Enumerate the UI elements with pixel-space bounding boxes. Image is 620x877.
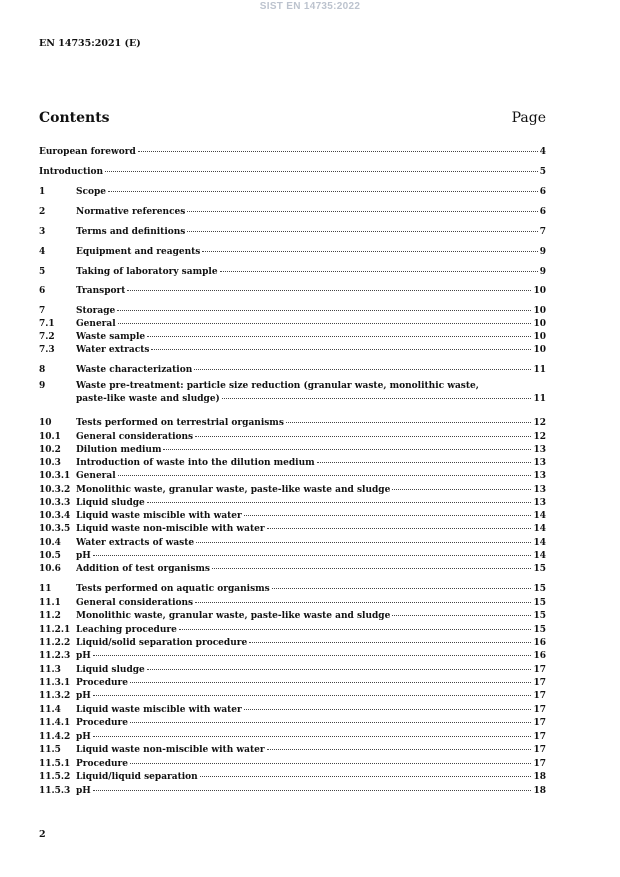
toc-entry-number: 11.2 [39,611,61,621]
toc-entry-title: Monolithic waste, granular waste, paste-like waste and sludge [76,611,391,621]
toc-entry-title: Procedure [76,759,129,769]
toc-entry[interactable] [39,344,546,356]
contents-header [39,110,546,130]
toc-entry[interactable] [39,563,546,575]
toc-entry-number: 10.2 [39,445,61,455]
toc-entry-page: 10 [533,319,546,329]
toc-dot-leader [163,449,531,450]
toc-entry[interactable] [39,610,546,622]
toc-entry-title: Liquid waste non-miscible with water [76,745,265,755]
toc-entry-number: 11.3 [39,665,61,675]
toc-entry-number: 11.5 [39,745,61,755]
toc-dot-leader [93,736,532,737]
toc-entry-title: Monolithic waste, granular waste, paste-like waste and sludge [76,485,391,495]
toc-dot-leader [392,615,531,616]
toc-dot-leader [249,642,531,643]
toc-entry-page: 18 [533,772,546,782]
document-id: EN 14735:2021 (E) [39,38,141,49]
toc-entry[interactable] [39,677,546,689]
toc-entry[interactable] [39,637,546,649]
toc-dot-leader [196,542,531,543]
toc-entry-title: Water extracts [76,345,150,355]
toc-entry-page: 17 [533,665,546,675]
toc-entry[interactable] [39,550,546,562]
toc-entry-title: pH [76,651,91,661]
toc-entry[interactable] [39,186,546,198]
toc-dot-leader [267,528,532,529]
toc-dot-leader [138,151,538,152]
toc-entry-number: 11.3.1 [39,678,71,688]
toc-dot-leader [179,629,532,630]
toc-entry-number: 11.2.2 [39,638,71,648]
toc-entry[interactable] [39,785,546,797]
toc-entry-page: 9 [539,267,546,277]
toc-dot-leader [194,369,531,370]
toc-entry-title: Liquid sludge [76,665,145,675]
toc-entry-number: 9 [39,381,46,391]
toc-entry-page: 17 [533,718,546,728]
toc-entry-page: 17 [533,678,546,688]
toc-entry-page: 10 [533,306,546,316]
toc-entry-title: Liquid/solid separation procedure [76,638,248,648]
toc-entry[interactable] [39,166,546,178]
toc-entry-number: 11.5.1 [39,759,71,769]
toc-entry-title: pH [76,732,91,742]
toc-entry-title: Storage [76,306,116,316]
toc-entry-number: 7 [39,306,46,316]
toc-entry-title: General [76,319,116,329]
toc-entry-title: Terms and definitions [76,227,186,237]
toc-dot-leader [117,310,531,311]
toc-entry-title: Dilution medium [76,445,162,455]
toc-entry-page: 12 [533,432,546,442]
toc-entry-number: 1 [39,187,46,197]
page-column-label: Page [511,110,546,126]
toc-entry-title-line1: Waste pre-treatment: particle size reduction (granular waste, monolithic waste, [76,381,479,391]
toc-dot-leader [392,489,531,490]
toc-entry-title: European foreword [39,147,136,157]
toc-entry-page: 13 [533,471,546,481]
toc-entry-title: Waste characterization [76,365,193,375]
toc-entry[interactable] [39,226,546,238]
toc-dot-leader [267,749,532,750]
toc-entry-page: 17 [533,691,546,701]
toc-entry-number: 4 [39,247,46,257]
toc-entry[interactable] [39,597,546,609]
toc-entry-page: 15 [533,598,546,608]
toc-entry-number: 2 [39,207,46,217]
toc-entry-number: 10.1 [39,432,61,442]
toc-entry-title: General considerations [76,598,194,608]
toc-dot-leader [118,475,532,476]
toc-dot-leader [244,515,532,516]
toc-entry-title: Liquid waste miscible with water [76,511,242,521]
toc-entry-page: 10 [533,332,546,342]
toc-entry[interactable] [39,650,546,662]
toc-entry[interactable] [39,331,546,343]
toc-entry-title: Introduction [39,167,104,177]
toc-entry-title: Equipment and reagents [76,247,201,257]
toc-entry[interactable] [39,690,546,702]
toc-dot-leader [130,722,531,723]
toc-entry-page: 15 [533,625,546,635]
toc-entry-page: 18 [533,786,546,796]
toc-entry-page: 16 [533,638,546,648]
toc-dot-leader [151,349,531,350]
toc-entry-title: General considerations [76,432,194,442]
toc-entry[interactable] [39,717,546,729]
toc-entry-number: 11.2.1 [39,625,71,635]
toc-dot-leader [187,231,537,232]
toc-dot-leader [220,271,538,272]
toc-entry-number-row [39,380,546,392]
toc-dot-leader [244,709,532,710]
toc-entry[interactable] [39,704,546,716]
toc-entry-title: Transport [76,286,126,296]
toc-entry-title: pH [76,691,91,701]
toc-entry-number: 3 [39,227,46,237]
toc-entry-page: 17 [533,745,546,755]
toc-entry[interactable] [39,583,546,595]
toc-entry[interactable] [39,497,546,509]
toc-dot-leader [147,669,532,670]
toc-entry[interactable] [39,731,546,743]
contents-title: Contents [39,110,110,126]
toc-entry-page: 17 [533,732,546,742]
toc-entry-number: 7.3 [39,345,55,355]
toc-entry-number: 11.5.3 [39,786,71,796]
toc-dot-leader [118,323,532,324]
toc-dot-leader [105,171,538,172]
toc-entry-page: 10 [533,286,546,296]
toc-entry[interactable] [39,624,546,636]
toc-entry-number: 5 [39,267,46,277]
toc-entry-number: 7.1 [39,319,55,329]
toc-dot-leader [222,398,532,399]
toc-dot-leader [93,555,532,556]
toc-entry-page: 14 [533,538,546,548]
toc-entry[interactable] [39,146,546,158]
toc-entry[interactable] [39,431,546,443]
toc-entry-page: 7 [539,227,546,237]
toc-dot-leader [127,290,531,291]
toc-entry[interactable] [39,305,546,317]
toc-dot-leader [147,502,532,503]
toc-dot-leader [195,436,531,437]
toc-entry-title: Scope [76,187,107,197]
toc-entry-title: Introduction of waste into the dilution medium [76,458,315,468]
toc-entry-page: 6 [539,187,546,197]
toc-entry[interactable] [39,510,546,522]
toc-entry-number: 10.3.3 [39,498,71,508]
toc-entry-number: 8 [39,365,46,375]
toc-entry[interactable] [39,523,546,535]
toc-entry-title: Waste sample [76,332,146,342]
toc-dot-leader [93,695,532,696]
toc-entry-page: 14 [533,511,546,521]
toc-dot-leader [272,588,532,589]
toc-entry-page: 5 [539,167,546,177]
toc-dot-leader [212,568,531,569]
toc-entry[interactable] [39,537,546,549]
toc-entry[interactable] [39,393,546,405]
toc-entry[interactable] [39,664,546,676]
toc-entry-number: 11.3.2 [39,691,71,701]
toc-entry-page: 14 [533,524,546,534]
toc-entry-page: 4 [539,147,546,157]
toc-entry-title: Water extracts of waste [76,538,195,548]
toc-entry-title: paste-like waste and sludge) [76,394,220,404]
toc-entry-number: 11.1 [39,598,61,608]
toc-entry[interactable] [39,744,546,756]
toc-entry-number: 11.4 [39,705,61,715]
toc-entry-title: Addition of test organisms [76,564,210,574]
toc-entry-title: Liquid waste miscible with water [76,705,242,715]
toc-entry-page: 13 [533,458,546,468]
toc-entry-number: 11.2.3 [39,651,71,661]
toc-dot-leader [130,682,531,683]
toc-entry-page: 15 [533,564,546,574]
watermark: SIST EN 14735:2022 [259,1,361,12]
page-number: 2 [39,829,46,840]
toc-entry-number: 11.4.1 [39,718,71,728]
toc-dot-leader [108,191,538,192]
toc-entry-title: Procedure [76,678,129,688]
toc-entry[interactable] [39,457,546,469]
toc-entry-number: 7.2 [39,332,55,342]
toc-entry-title: Liquid sludge [76,498,145,508]
toc-entry[interactable] [39,470,546,482]
toc-entry-page: 10 [533,345,546,355]
toc-entry[interactable] [39,417,546,429]
toc-entry-page: 13 [533,485,546,495]
toc-entry-number: 10.3.2 [39,485,71,495]
toc-dot-leader [202,251,537,252]
toc-entry-number: 11 [39,584,52,594]
toc-dot-leader [317,462,532,463]
toc-entry-title: pH [76,551,91,561]
toc-entry-title: General [76,471,116,481]
toc-entry-page: 17 [533,705,546,715]
toc-entry-title: Normative references [76,207,186,217]
toc-entry-number: 10.5 [39,551,61,561]
toc-entry-page: 15 [533,611,546,621]
toc-entry-number: 11.5.2 [39,772,71,782]
toc-dot-leader [195,602,531,603]
toc-entry[interactable] [39,758,546,770]
toc-entry-page: 14 [533,551,546,561]
toc-dot-leader [286,422,532,423]
toc-entry-number: 10.6 [39,564,61,574]
toc-entry-title: Liquid waste non-miscible with water [76,524,265,534]
toc-entry[interactable] [39,484,546,496]
toc-entry[interactable] [39,771,546,783]
toc-entry[interactable] [39,285,546,297]
toc-dot-leader [200,776,532,777]
toc-dot-leader [93,655,532,656]
toc-dot-leader [147,336,531,337]
toc-entry-number: 10.3 [39,458,61,468]
toc-entry-title: Tests performed on terrestrial organisms [76,418,284,428]
toc-entry-number: 10.3.5 [39,524,71,534]
toc-entry-title: Tests performed on aquatic organisms [76,584,270,594]
toc-entry-title: Taking of laboratory sample [76,267,218,277]
toc-entry[interactable] [39,206,546,218]
toc-dot-leader [93,790,532,791]
toc-entry-page: 6 [539,207,546,217]
toc-entry-title: Leaching procedure [76,625,177,635]
toc-entry[interactable] [39,444,546,456]
toc-entry-page: 16 [533,651,546,661]
toc-entry[interactable] [39,266,546,278]
toc-entry-number: 10 [39,418,52,428]
toc-entry-title: Liquid/liquid separation [76,772,198,782]
toc-entry-page: 15 [533,584,546,594]
toc-entry[interactable] [39,318,546,330]
toc-entry-title: pH [76,786,91,796]
toc-entry[interactable] [39,364,546,376]
toc-entry-number: 10.3.1 [39,471,71,481]
toc-dot-leader [130,763,531,764]
toc-entry-number: 10.4 [39,538,61,548]
toc-entry-page: 13 [533,498,546,508]
toc-entry[interactable] [39,246,546,258]
toc-entry-page: 12 [533,418,546,428]
toc-entry-title: Procedure [76,718,129,728]
toc-entry-page: 11 [533,365,546,375]
toc-entry-page: 11 [533,394,546,404]
toc-dot-leader [187,211,537,212]
toc-entry-number: 10.3.4 [39,511,71,521]
toc-entry-page: 17 [533,759,546,769]
toc-entry-number: 11.4.2 [39,732,71,742]
toc-entry-number: 6 [39,286,46,296]
toc-entry-page: 9 [539,247,546,257]
toc-entry-page: 13 [533,445,546,455]
